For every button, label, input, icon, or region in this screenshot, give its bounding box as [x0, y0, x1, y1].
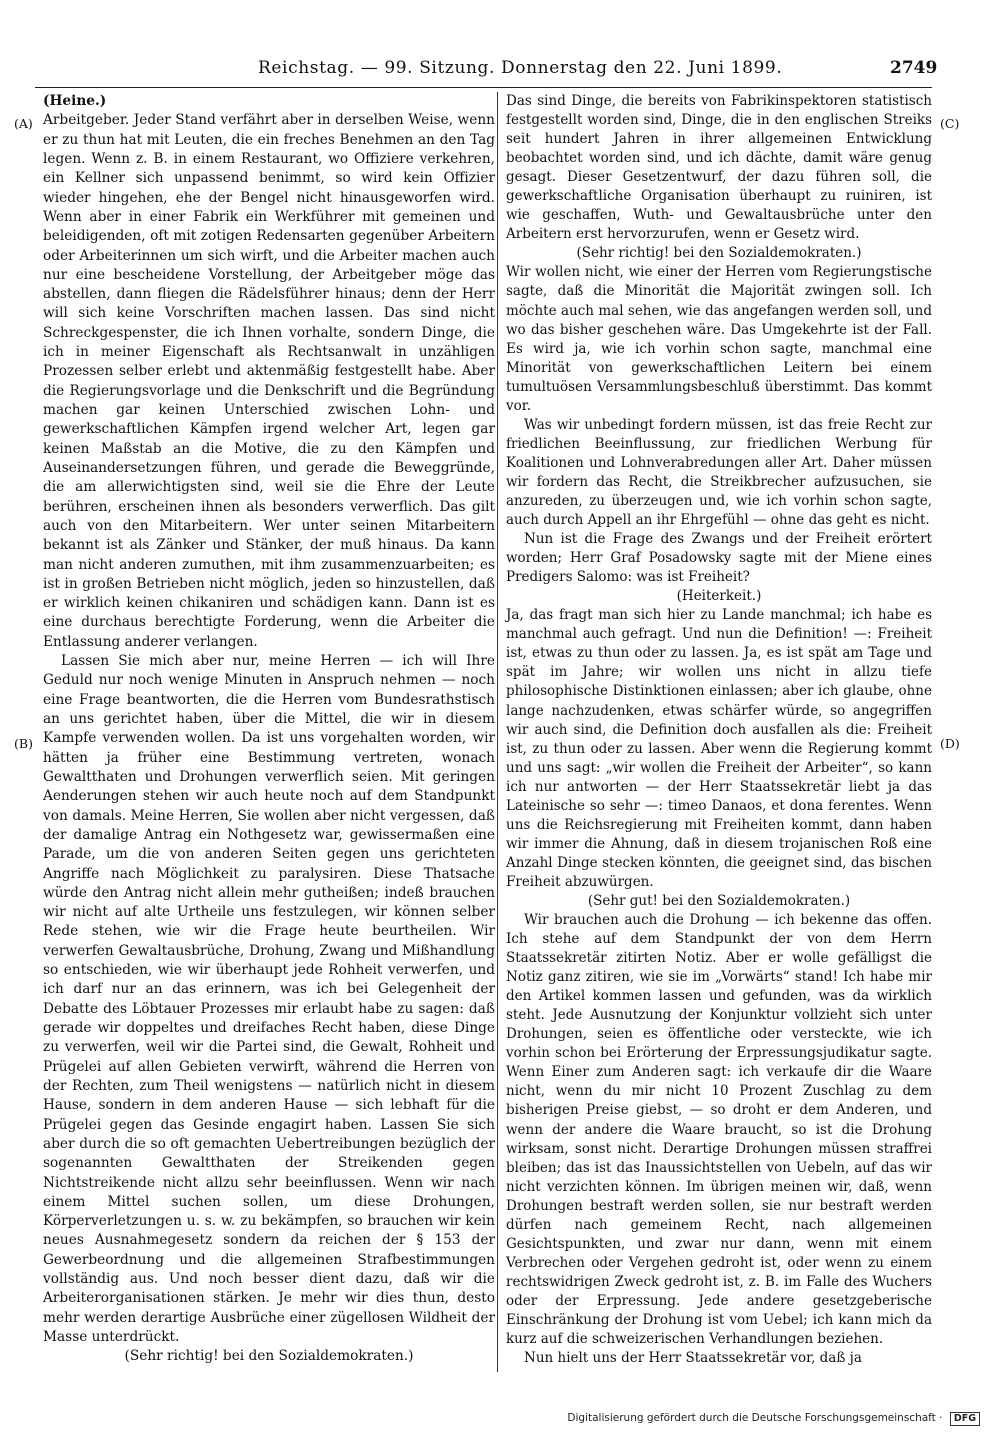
column-divider — [497, 92, 498, 1372]
reaction-note: (Sehr gut! bei den Sozialdemokraten.) — [587, 892, 851, 909]
margin-marker-c: (C) — [940, 116, 960, 131]
reaction-note: (Sehr richtig! bei den Sozialdemokraten.) — [576, 245, 862, 262]
margin-marker-d: (D) — [940, 736, 960, 751]
right-column — [506, 92, 932, 1368]
paragraph: Das sind Dinge, die bereits von Fabrikinspektoren statistisch festgestellt worden sind, Dinge, die in den englischen Streiks seit hundert Jahren in ihrer allgemeinen Entwicklung beobachtet worden sind, und ich dächte, damit wäre genug gesagt. Dieser Gesetzentwurf, der dazu führen soll, die gewerkschaftliche Organisation überhaupt zu ruiniren, ist wie geschaffen, Wuth- und Gewaltausbrüche unter den Arbeitern erst hervorzurufen, wenn er Gesetz wird. — [506, 93, 932, 243]
digitization-credit — [560, 1412, 980, 1426]
speaker-name: (Heine.) — [43, 93, 107, 109]
page-number: 2749 — [890, 58, 938, 78]
margin-marker-a: (A) — [14, 116, 33, 131]
dfg-logo: DFG — [950, 1412, 980, 1426]
paragraph: Wir brauchen auch die Drohung — ich bekenne das offen. Ich stehe auf dem Standpunkt der von dem Herrn Staatssekretär zitirten Notiz. Aber er wolle gefälligst die Notiz ganz zitiren, wie sie im „Vorwärts“ stand! Ich habe mir den Artikel kommen lassen und gefunden, was da wirklich steht. Jede Ausnutzung der Konjunktur vollzieht sich unter Drohungen, seien es öffentliche oder versteckte, wie ich vorhin schon bei Erörterung der Erpressungsjudikatur sagte. Wenn Einer zum Anderen sagt: ich verkaufe dir die Waare nicht, wenn du mir nicht 10 Prozent Zuschlag zu dem bisherigen Preise giebst, — so droht er dem Anderen, und wenn der andere die Waare braucht, so ist die Drohung wirksam, sonst nicht. Derartige Drohungen müssen straffrei bleiben; das ist das Inaussichtstellen von Uebeln, auf das wir nicht verzichten können. Im übrigen meinen wir, daß, wenn Drohungen bestraft werden sollen, sie nur bestraft werden dürfen nach gemeinem Recht, nach allgemeinen Gesichtspunkten, und zwar nur dann, wenn mit einem Verbrechen oder Vergehen gedroht ist, oder wenn zu einem rechtswidrigen Zweck gedroht ist, z. B. im Falle des Wuchers oder der Erpressung. Jede andere gesetzgeberische Einschränkung der Drohung ist vom Uebel; ich kann mich da kurz auf die schweizerischen Verhandlungen beziehen. — [506, 912, 932, 1348]
paragraph: Nun hielt uns der Herr Staatssekretär vor, daß ja — [524, 1350, 862, 1367]
running-title: Reichstag. — 99. Sitzung. Donnerstag den 22. Juni 1899. — [258, 58, 783, 78]
page-header — [0, 58, 1000, 86]
paragraph: Wir wollen nicht, wie einer der Herren vom Regierungstische sagte, daß die Minorität die Majorität zwingen soll. Ich möchte auch mal sehen, wie das angefangen werden soll, und wo das bisher geschehen wäre. Das Umgekehrte ist der Fall. Es wird ja, wie ich vorhin schon sagte, manchmal eine Minorität von gewerkschaftlichen Leitern bei einem tumultuösen Versammlungsbeschluß überstimmt. Das kommt vor. — [506, 264, 932, 414]
paragraph: Was wir unbedingt fordern müssen, ist das freie Recht zur friedlichen Beeinflussung, zur friedlichen Werbung für Koalitionen und Lohnverabredungen aller Art. Daher müssen wir fordern das Recht, die Streikbrecher aufzusuchen, sie anzureden, zu überzeugen und, wie ich vorhin schon sagte, auch durch Appell an ihr Ehrgefühl — ohne das geht es nicht. — [506, 416, 932, 529]
margin-marker-b: (B) — [14, 736, 33, 751]
paragraph: Lassen Sie mich aber nur, meine Herren — ich will Ihre Geduld nur noch wenige Minuten in Anspruch nehmen — noch eine Frage beantworten, die die Herren vom Bundesrathstisch an uns gerichtet haben, über die Mittel, die wir in diesem Kampfe verwenden wollen. Da ist uns vorgehalten worden, wir hätten ja früher eine Bestimmung vertreten, wonach Gewaltthaten und Drohungen verwerflich seien. Mit geringen Aenderungen stehen wir auch heute noch auf dem Standpunkt von damals. Meine Herren, Sie wollen aber nicht vergessen, daß der damalige Antrag ein Nothgesetz war, gewissermaßen eine Parade, um die von anderen Seiten gegen uns gerichteten Angriffe nach Möglichkeit zu paralysiren. Diese Thatsache würde den Antrag nicht allein mehr gutheißen; indeß brauchen wir nicht auf alte Urtheile uns festzulegen, wir können selber Rede stehen, wie wir die Frage heute beurtheilen. Wir verwerfen Gewaltausbrüche, Drohung, Zwang und Mißhandlung so entschieden, wie wir überhaupt jede Rohheit verwerfen, und ich darf nur an das erinnern, was ich bei Gelegenheit der Debatte des Löbtauer Prozesses mir erlaubt habe zu sagen: daß gerade wir doppeltes und dreifaches Recht haben, diese Dinge zu verwerfen, weil wir die Partei sind, die Gewalt, Rohheit und Prügelei auf allen Gebieten verwirft, während die Herren von der Rechten, zum Theil wenigstens — natürlich nicht in diesem Hause, sondern in dem anderen Hause — sich lebhaft für die Prügelei gegen das Gesinde engagirt haben. Lassen Sie sich aber durch die so oft gemachten Uebertreibungen bezüglich der sogenannten Gewaltthaten der Streikenden gegen Nichtstreikende nicht allzu sehr beeinflussen. Wenn wir nach einem Mittel suchen sollen, um diese Drohungen, Körperverletzungen u. s. w. zu bekämpfen, so brauchen wir kein neues Ausnahmegesetz sondern da reichen der § 153 der Gewerbeordnung und die allgemeinen Strafbestimmungen vollständig aus. Und noch besser dient dazu, daß wir die Arbeiterorganisationen stärken. Je mehr wir dies thun, desto mehr werden derartige Ausbrüche einer zügellosen Wildheit der Masse unterdrückt. — [43, 653, 495, 1345]
paragraph: Ja, das fragt man sich hier zu Lande manchmal; ich habe es manchmal auch gefragt. Und nun die Definition! —: Freiheit ist, etwas zu thun oder zu lassen. Ja, es ist spät am Tage und spät im Jahre; wir wollen uns nicht in allzu tiefe philosophische Distinktionen einlassen; aber ich glaube, ohne lange nachzudenken, etwas schärfer würde, so angegriffen wir auch sind, die Definition doch ausfallen als die: Freiheit ist, zu thun oder zu lassen. Aber wenn die Regierung kommt und uns sagt: „wir wollen die Freiheit der Arbeiter“, so kann ich nur antworten — der Herr Staatssekretär liebt ja das Lateinische so sehr —: timeo Danaos, et dona ferentes. Wenn uns die Reichsregierung mit Freiheiten kommt, dann haben wir immer die Ahnung, daß in diesem trojanischen Roß eine Anzahl Dinge stecken könnten, die geeignet sind, das bischen Freiheit abzuwürgen. — [506, 607, 932, 890]
credit-text: Digitalisierung gefördert durch die Deutsche Forschungsgemeinschaft · — [567, 1412, 943, 1424]
header-rule — [35, 87, 932, 88]
left-column — [43, 92, 495, 1367]
paragraph: Nun ist die Frage des Zwangs und der Freiheit erörtert worden; Herr Graf Posadowsky sagte mit der Miene eines Predigers Salomo: was ist Freiheit? — [506, 531, 932, 586]
paragraph: Arbeitgeber. Jeder Stand verfährt aber in derselben Weise, wenn er zu thun hat mit Leuten, die ein freches Benehmen an den Tag legen. Wenn z. B. in einem Restaurant, wo Offiziere verkehren, ein Kellner sich unpassend benimmt, so wird kein Offizier wieder hingehen, ehe der Bengel nicht hinausgeworfen wird. Wenn aber in einer Fabrik ein Werkführer mit gemeinen und beleidigenden, oft mit zotigen Redensarten gegenüber Arbeitern oder Arbeiterinnen um sich wirft, und die Arbeiter machen auch nur eine bescheidene Vorstellung, der Arbeitgeber möge das abstellen, dann fliegen die Rädelsführer hinaus; denn der Herr will sich keine Vorschriften machen lassen. Das sind nicht Schreckgespenster, die ich Ihnen vorhalte, sondern Dinge, die ich in meiner Eigenschaft als Rechtsanwalt in unzähligen Prozessen selber erlebt und aktenmäßig festgestellt habe. Aber die Regierungsvorlage und die Denkschrift und die Begründung machen gar keinen Unterschied zwischen Lohn- und gewerkschaftlichen Kämpfen irgend welcher Art, legen gar keinen Maßstab an die Motive, die zu den Kämpfen und Auseinandersetzungen führen, und gerade die Beweggründe, die am allerwichtigsten sind, weil sie die Ehre der Leute berühren, erscheinen ihnen als besonders verwerflich. Das gilt auch von den Mitarbeitern. Wer unter seinen Mitarbeitern bekannt ist als Zänker und Stänker, der muß hinaus. Da kann man nicht anderen zumuthen, mit ihm zusammenzuarbeiten; es ist in großen Betrieben nicht möglich, jeden so hinzustellen, daß er wirklich keinen chikaniren und schädigen kann. Dann ist es eine durchaus berechtigte Forderung, wenn die Arbeiter die Entlassung anderer verlangen. — [43, 112, 495, 650]
reaction-note: (Sehr richtig! bei den Sozialdemokraten.) — [124, 1348, 414, 1365]
reaction-note: (Heiterkeit.) — [676, 588, 762, 605]
